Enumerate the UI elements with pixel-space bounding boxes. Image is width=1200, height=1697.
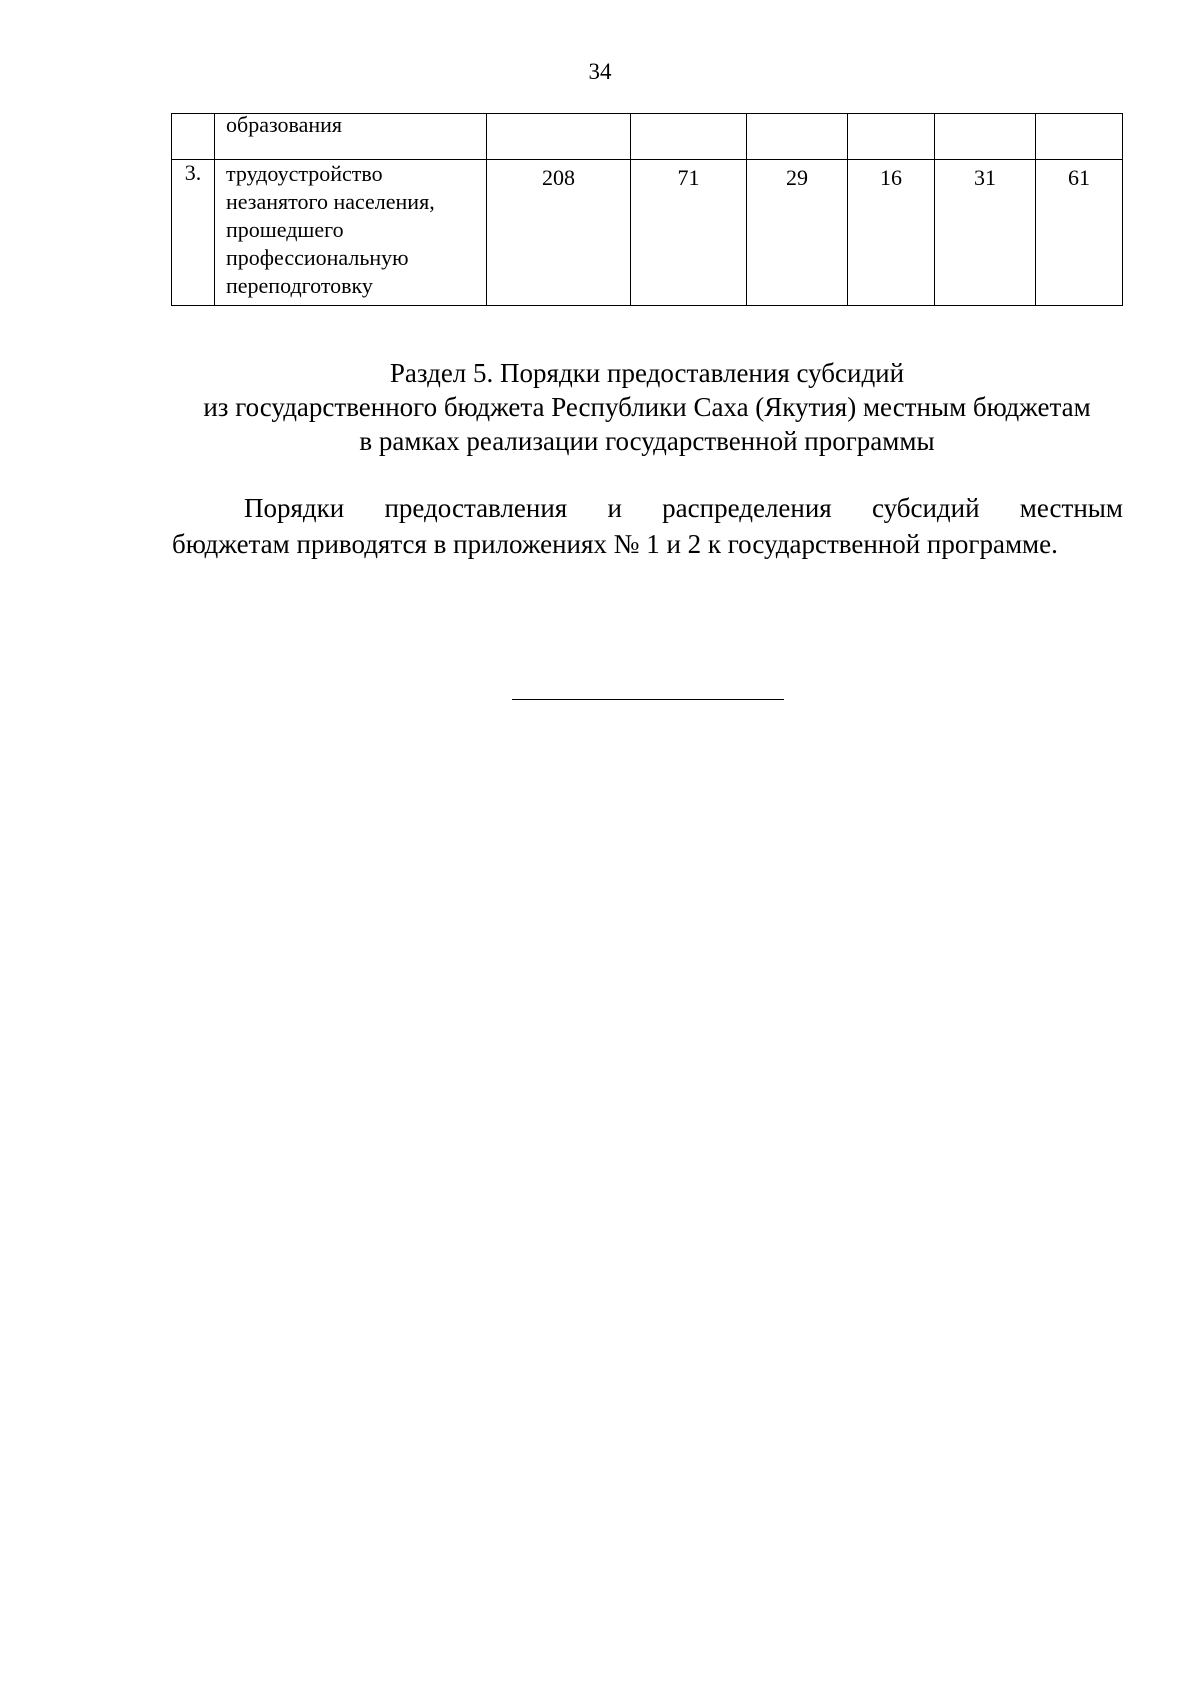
description-line: переподготовку xyxy=(226,273,373,298)
section-heading-line: Раздел 5. Порядки предоставления субсидий xyxy=(389,358,905,388)
section-heading-line: из государственного бюджета Республики Саха (Якутия) местным бюджетам xyxy=(203,392,1091,422)
paragraph-line: бюджетам приводятся в приложениях № 1 и 2 к государственной программе. xyxy=(172,529,1058,559)
value-cell: 208 xyxy=(487,160,631,306)
section-heading xyxy=(150,356,1144,458)
value-cell xyxy=(631,114,747,160)
row-number-cell: 3. xyxy=(172,160,215,306)
value-cell: 61 xyxy=(1036,160,1123,306)
value-cell: 31 xyxy=(935,160,1036,306)
value-cell xyxy=(747,114,848,160)
paragraph-line: Порядки предоставления и распределения субсидий местным xyxy=(244,493,1123,523)
value-cell xyxy=(487,114,631,160)
description-line: образования xyxy=(226,112,343,137)
end-rule-divider xyxy=(512,699,784,700)
description-line: профессиональную xyxy=(226,245,409,270)
table-row xyxy=(172,114,1123,160)
value-cell: 29 xyxy=(747,160,848,306)
section-heading-line: в рамках реализации государственной программы xyxy=(359,426,935,456)
value-cell: 16 xyxy=(848,160,935,306)
table-row xyxy=(172,160,1123,306)
row-number-cell xyxy=(172,114,215,160)
description-line: прошедшего xyxy=(226,217,344,242)
value-cell xyxy=(848,114,935,160)
description-line: трудоустройство xyxy=(226,161,383,186)
page-number: 34 xyxy=(588,59,612,84)
row-description-cell xyxy=(215,114,487,160)
description-line: незанятого населения, xyxy=(226,189,435,214)
value-cell xyxy=(1036,114,1123,160)
row-description-cell xyxy=(215,160,487,306)
body-paragraph xyxy=(172,490,1123,562)
data-table xyxy=(171,113,1123,306)
value-cell: 71 xyxy=(631,160,747,306)
value-cell xyxy=(935,114,1036,160)
